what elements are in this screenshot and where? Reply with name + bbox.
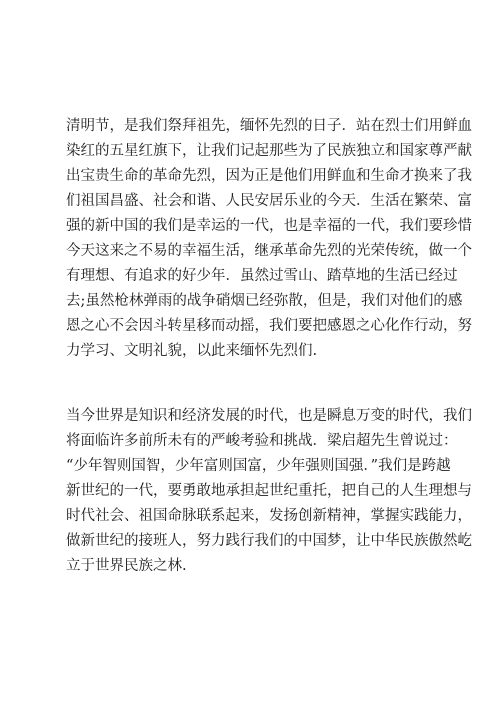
text-line: 新世纪的一代，要勇敢地承担起世纪重托，把自己的人生理想与 bbox=[66, 483, 472, 499]
text-line: 将面临许多前所未有的严峻考验和挑战．梁启超先生曾说过： bbox=[66, 433, 458, 449]
text-line: “少年智则国智，少年富则国富，少年强则国强．”我们是跨越 bbox=[66, 458, 451, 474]
text-line: 清明节，是我们祭拜祖先，缅怀先烈的日子．站在烈士们用鲜血 bbox=[66, 118, 472, 134]
text-line: 们祖国昌盛、社会和谐、人民安居乐业的今天．生活在繁荣、富 bbox=[66, 193, 472, 209]
text-line: 出宝贵生命的革命先烈，因为正是他们用鲜血和生命才换来了我 bbox=[66, 168, 472, 184]
text-line: 当今世界是知识和经济发展的时代，也是瞬息万变的时代，我们 bbox=[66, 408, 472, 424]
text-line: 强的新中国的我们是幸运的一代，也是幸福的一代，我们要珍惜 bbox=[66, 218, 472, 234]
text-line: 做新世纪的接班人，努力践行我们的中国梦，让中华民族傲然屹 bbox=[66, 533, 472, 549]
text-line: 有理想、有追求的好少年．虽然过雪山、踏草地的生活已经过 bbox=[66, 268, 458, 284]
paragraph-qingming bbox=[66, 114, 472, 364]
text-line: 恩之心不会因斗转星移而动摇，我们要把感恩之心化作行动，努 bbox=[66, 318, 472, 334]
text-line: 时代社会、祖国命脉联系起来，发扬创新精神，掌握实践能力， bbox=[66, 508, 472, 524]
text-line: 立于世界民族之林. bbox=[66, 558, 187, 574]
text-line: 染红的五星红旗下，让我们记起那些为了民族独立和国家尊严献 bbox=[66, 143, 472, 159]
paragraph-new-era bbox=[66, 404, 472, 579]
text-line: 力学习、文明礼貌，以此来缅怀先烈们. bbox=[66, 343, 318, 359]
text-line: 去;虽然枪林弹雨的战争硝烟已经弥散，但是，我们对他们的感 bbox=[66, 293, 463, 309]
text-line: 今天这来之不易的幸福生活，继承革命先烈的光荣传统，做一个 bbox=[66, 243, 472, 259]
